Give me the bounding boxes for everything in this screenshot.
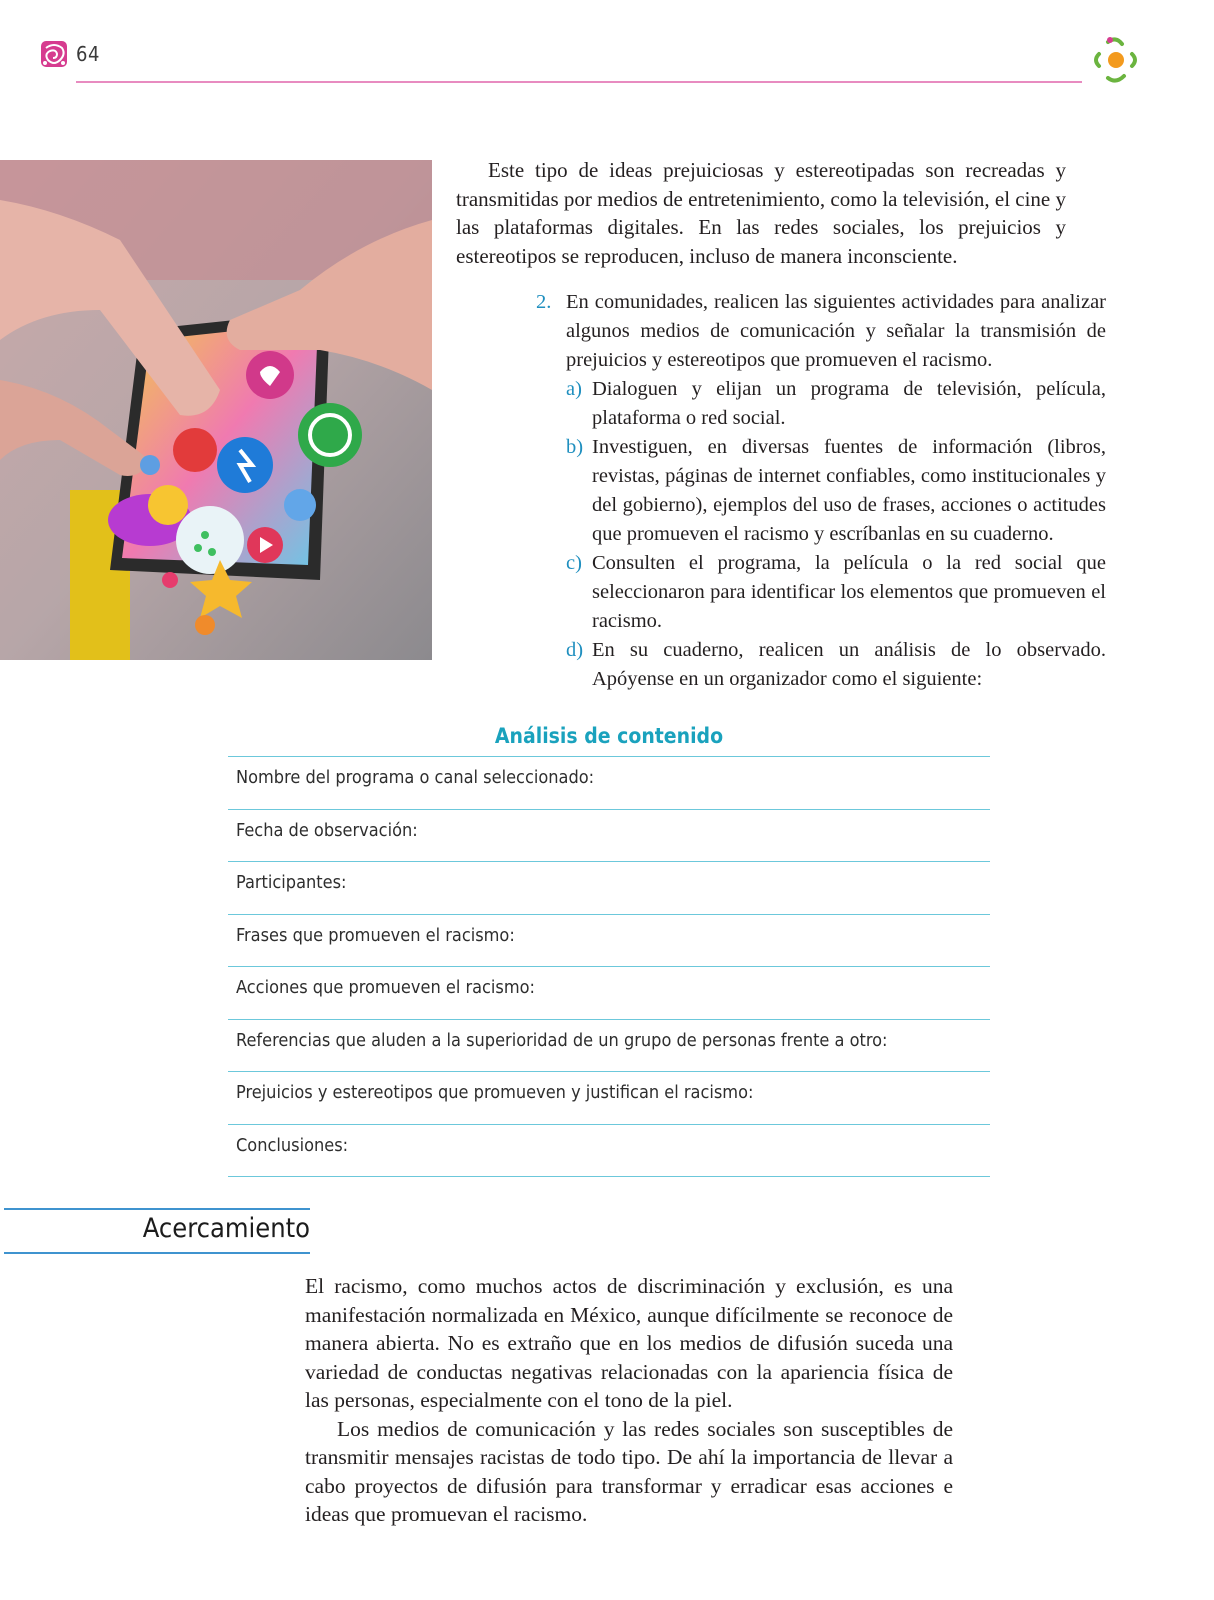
subitem-text: Dialoguen y elijan un programa de televisión, película, plataforma o red social. bbox=[592, 378, 1106, 429]
body-paragraph: El racismo, como muchos actos de discriminación y exclusión, es una manifestación normalizada en México, aunque difícilmente se reconoce de manera abierta. No es extraño que en los medios de difusión suceda una variedad de conductas negativas relacionadas con la apariencia física de las personas, especialmente con el tono de la piel. bbox=[305, 1274, 953, 1412]
section-rule bbox=[4, 1208, 310, 1210]
analysis-table bbox=[228, 756, 990, 1177]
activity-subitem bbox=[566, 636, 1106, 694]
activity-text: En comunidades, realicen las siguientes actividades para analizar algunos medios de comunicación y señalar la transmisión de prejuicios y estereotipos que promueven el racismo. bbox=[566, 291, 1106, 371]
header-rule bbox=[76, 81, 1082, 83]
body-paragraph: Los medios de comunicación y las redes sociales son susceptibles de transmitir mensajes racistas de todo tipo. De ahí la importancia de llevar a cabo proyectos de difusión para transformar y erradicar esas acciones e ideas que promuevan el racismo. bbox=[305, 1416, 953, 1526]
activity-item bbox=[536, 288, 1106, 375]
intro-paragraph: Este tipo de ideas prejuiciosas y estereotipadas son recreadas y transmitidas por medios de entretenimiento, como la televisión, el cine y las plataformas digitales. En las redes sociales, los prejuicios y estereotipos se reproducen, incluso de manera inconsciente. bbox=[456, 158, 1067, 268]
analysis-row: Prejuicios y estereotipos que promueven y justifican el racismo: bbox=[228, 1072, 990, 1125]
activity-subitem bbox=[566, 433, 1106, 549]
subitem-label: d) bbox=[566, 639, 584, 661]
analysis-row: Fecha de observación: bbox=[228, 810, 990, 863]
activity-subitem bbox=[566, 375, 1106, 433]
analysis-row: Frases que promueven el racismo: bbox=[228, 915, 990, 968]
subitem-label: b) bbox=[566, 436, 584, 458]
glyph-icon bbox=[40, 40, 68, 68]
analysis-row: Participantes: bbox=[228, 862, 990, 915]
subitem-text: Investiguen, en diversas fuentes de información (libros, revistas, páginas de internet confiables, como institucionales y del gobierno), ejemplos del uso de frases, acciones o actitudes que promueven el racismo y escríbanlas en su cuaderno. bbox=[592, 436, 1106, 545]
analysis-row: Referencias que aluden a la superioridad de un grupo de personas frente a otro: bbox=[228, 1020, 990, 1073]
analysis-row: Nombre del programa o canal seleccionado: bbox=[228, 757, 990, 810]
analysis-row: Conclusiones: bbox=[228, 1125, 990, 1178]
activity-subitem bbox=[566, 549, 1106, 636]
subitem-label: c) bbox=[566, 552, 582, 574]
analysis-table-title: Análisis de contenido bbox=[494, 724, 724, 748]
page-number: 64 bbox=[76, 42, 100, 66]
subitem-text: En su cuaderno, realicen un análisis de lo observado. Apóyense en un organizador como el siguiente: bbox=[592, 639, 1106, 690]
section-rule bbox=[4, 1252, 310, 1254]
flower-deco-icon bbox=[1090, 34, 1142, 86]
analysis-row: Acciones que promueven el racismo: bbox=[228, 967, 990, 1020]
section-title: Acercamiento bbox=[142, 1213, 310, 1244]
subitem-label: a) bbox=[566, 378, 582, 400]
section-body bbox=[305, 1272, 953, 1529]
phone-social-media-photo bbox=[0, 160, 432, 660]
subitem-text: Consulten el programa, la película o la red social que seleccionaron para identificar los elementos que promueven el racismo. bbox=[592, 552, 1106, 632]
activity-block bbox=[536, 288, 1106, 694]
activity-number: 2. bbox=[536, 291, 552, 313]
